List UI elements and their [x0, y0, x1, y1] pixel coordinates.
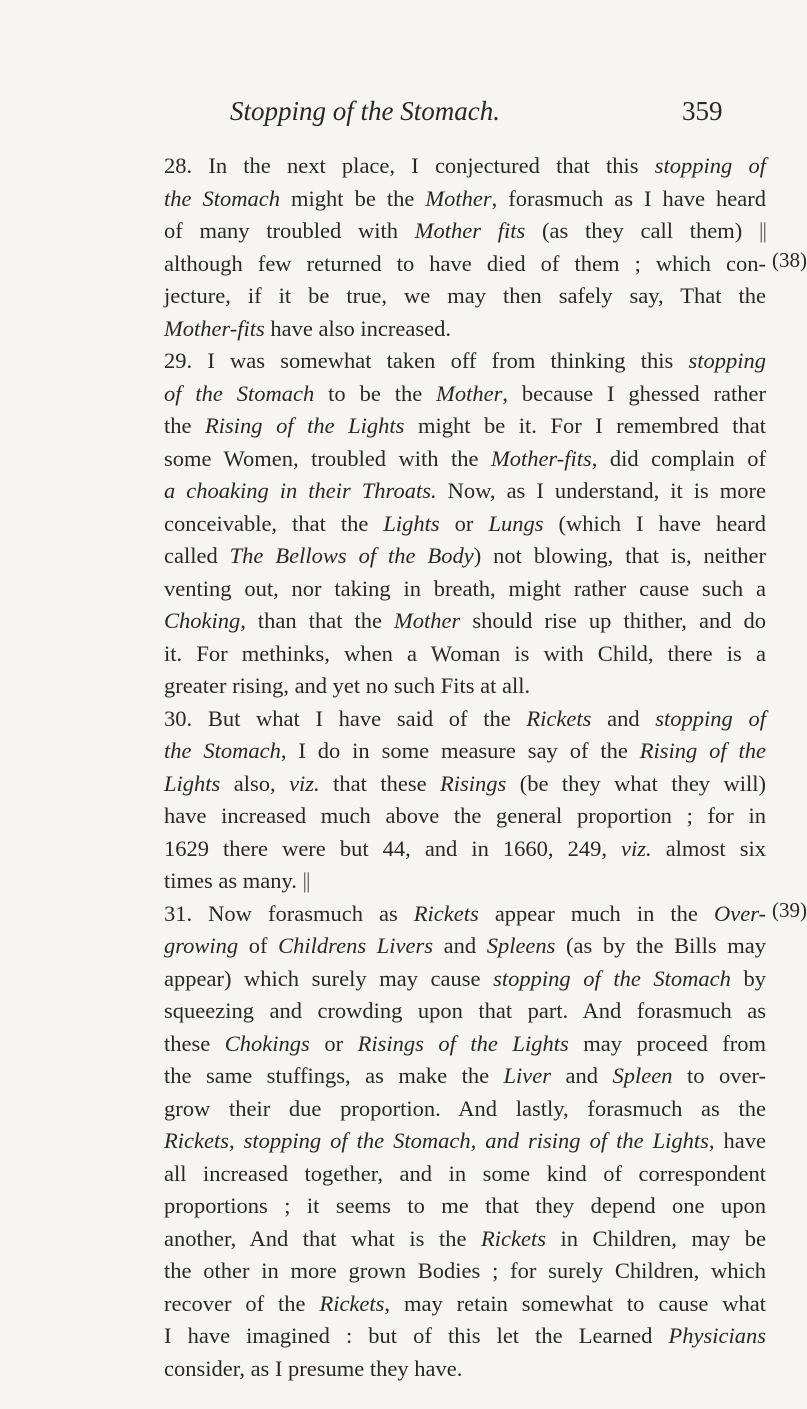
- text-line: [164, 475, 766, 508]
- text-line: [164, 1125, 766, 1158]
- text-line: [164, 865, 766, 898]
- italic-segment: Childrens Livers: [278, 933, 433, 958]
- text-segment: may proceed from: [568, 1030, 766, 1056]
- text-line: [164, 1320, 766, 1353]
- text-segment: of: [238, 933, 279, 958]
- text-line: [164, 898, 766, 931]
- text-line: [164, 735, 766, 768]
- text-segment: recover of the: [164, 1290, 320, 1316]
- text-line: [164, 995, 766, 1028]
- text-segment: venting out, nor taking in breath, might rather cause such a: [164, 575, 766, 601]
- text-line: [164, 443, 766, 476]
- italic-segment: Risings of the Lights: [357, 1030, 569, 1056]
- text-segment: (which I have heard: [543, 510, 766, 536]
- text-segment: ) not blowing, that is, neither: [473, 543, 766, 568]
- margin-note-39: (39): [772, 898, 807, 922]
- text-segment: another, And that what is the: [164, 1225, 481, 1251]
- text-segment: by: [730, 965, 767, 991]
- text-segment: squeezing and crowding upon that part. And forasmuch as: [164, 998, 766, 1023]
- text-line: [164, 508, 766, 541]
- text-segment: and: [551, 1063, 613, 1088]
- text-line: [164, 1093, 766, 1126]
- text-segment: , than that the: [240, 608, 395, 633]
- italic-segment: stopping of the Stomach: [493, 965, 731, 991]
- italic-segment: Spleens: [486, 933, 556, 958]
- italic-segment: a choaking in their Throats.: [164, 478, 437, 503]
- text-line: [164, 183, 766, 216]
- italic-segment: Rickets: [526, 705, 592, 731]
- text-line: [164, 215, 766, 248]
- italic-segment: The Bellows of the Body: [229, 543, 474, 568]
- text-line: [164, 1288, 766, 1321]
- text-line: [164, 1190, 766, 1223]
- text-segment: consider, as I presume they have.: [164, 1355, 463, 1381]
- text-segment: the other in more grown Bodies ; for surely Children, which: [164, 1258, 766, 1283]
- italic-segment: Lights: [164, 770, 221, 796]
- text-segment: appear much in the: [478, 900, 714, 926]
- text-line: [164, 573, 766, 606]
- text-segment: (as they call them): [525, 218, 759, 243]
- text-line: [164, 800, 766, 833]
- text-line: [164, 150, 766, 183]
- text-segment: it. For methinks, when a Woman is with Child, there is a: [164, 640, 766, 666]
- italic-segment: Lungs: [488, 510, 544, 536]
- text-line: [164, 1223, 766, 1256]
- text-segment: that these: [319, 770, 441, 796]
- text-line: [164, 410, 766, 443]
- text-segment: 1629 there were but 44, and in 1660, 249,: [164, 835, 622, 861]
- text-segment: 29. I was somewhat taken off from thinking this: [164, 348, 689, 373]
- italic-segment: Choking: [164, 608, 241, 633]
- text-line: [164, 930, 766, 963]
- text-line: [164, 605, 766, 638]
- text-segment: to over-: [672, 1063, 766, 1088]
- text-segment: some Women, troubled with the: [164, 445, 491, 471]
- text-line: [164, 540, 766, 573]
- text-segment: have also increased.: [264, 315, 451, 341]
- page-break-mark: ||: [302, 868, 310, 893]
- italic-segment: the Stomach: [164, 185, 281, 211]
- text-segment: called: [164, 543, 230, 568]
- text-line: [164, 768, 766, 801]
- text-segment: , I do in some measure say of the: [280, 738, 640, 763]
- italic-segment: Rickets: [480, 1225, 546, 1251]
- text-segment: might be it. For I remembred that: [404, 413, 766, 438]
- text-segment: 31. Now forasmuch as: [164, 900, 414, 926]
- text-segment: and: [432, 933, 487, 958]
- italic-segment: Rickets: [319, 1290, 385, 1316]
- body-text: [164, 150, 766, 1385]
- text-segment: 30. But what I have said of the: [164, 705, 527, 731]
- italic-segment: of the Stomach: [164, 380, 315, 406]
- text-line: [164, 248, 766, 281]
- text-segment: , may retain somewhat to cause what: [384, 1290, 766, 1316]
- text-segment: greater rising, and yet no such Fits at all.: [164, 673, 531, 698]
- text-segment: have: [714, 1128, 766, 1153]
- margin-note-38: (38): [772, 248, 807, 272]
- text-segment: grow their due proportion. And lastly, forasmuch as the: [164, 1095, 766, 1121]
- text-line: [164, 638, 766, 671]
- text-segment: or: [309, 1030, 358, 1056]
- italic-segment: Rising of the Lights: [205, 413, 405, 438]
- text-segment: proportions ; it seems to me that they depend one upon: [164, 1193, 766, 1218]
- text-segment: all increased together, and in some kind of correspondent: [164, 1160, 766, 1186]
- text-segment: of many troubled with: [164, 218, 415, 243]
- italic-segment: growing: [164, 933, 239, 958]
- italic-segment: Mother: [425, 185, 492, 211]
- text-line: [164, 1158, 766, 1191]
- italic-segment: viz.: [621, 835, 652, 861]
- text-line: [164, 313, 766, 346]
- text-line: [164, 833, 766, 866]
- text-segment: 28. In the next place, I conjectured that this: [164, 153, 655, 178]
- text-line: [164, 280, 766, 313]
- italic-segment: Mother: [394, 608, 461, 633]
- text-segment: conceivable, that the: [164, 510, 384, 536]
- italic-segment: Risings: [440, 770, 507, 796]
- text-segment: almost six: [651, 835, 766, 861]
- text-line: [164, 670, 766, 703]
- text-segment: have increased much above the general proportion ; for in: [164, 803, 766, 828]
- italic-segment: Mother fits: [414, 218, 526, 243]
- page-header: [0, 96, 800, 136]
- text-segment: these: [164, 1030, 225, 1056]
- text-segment: , forasmuch as I have heard: [491, 185, 767, 211]
- italic-segment: stopping: [688, 348, 766, 373]
- text-line: [164, 1353, 766, 1386]
- text-segment: (be they what they will): [506, 770, 766, 796]
- italic-segment: Rickets, stopping of the Stomach, and rising of the Lights,: [164, 1128, 715, 1153]
- text-line: [164, 345, 766, 378]
- text-line: [164, 1060, 766, 1093]
- text-segment: to be the: [314, 380, 437, 406]
- text-segment: should rise up thither, and do: [460, 608, 766, 633]
- italic-segment: Lights: [383, 510, 440, 536]
- text-segment: , did complain of: [591, 445, 766, 471]
- text-segment: in Children, may be: [545, 1225, 766, 1251]
- italic-segment: the Stomach: [164, 738, 281, 763]
- text-line: [164, 378, 766, 411]
- text-segment: Now, as I understand, it is more: [436, 478, 766, 503]
- text-line: [164, 1028, 766, 1061]
- italic-segment: Mother-fits: [164, 315, 265, 341]
- running-title: Stopping of the Stomach.: [230, 96, 500, 126]
- italic-segment: stopping of: [655, 705, 766, 731]
- italic-segment: Physicians: [668, 1323, 766, 1348]
- italic-segment: Rickets: [413, 900, 479, 926]
- italic-segment: Mother-fits: [490, 445, 592, 471]
- italic-segment: stopping of: [654, 153, 766, 178]
- text-segment: (as by the Bills may: [555, 933, 766, 958]
- italic-segment: Rising of the: [639, 738, 766, 763]
- text-segment: and: [591, 705, 656, 731]
- page-number: 359: [682, 96, 723, 126]
- text-segment: times as many.: [164, 868, 303, 893]
- italic-segment: Liver: [503, 1063, 552, 1088]
- page-break-mark: ||: [759, 218, 767, 243]
- italic-segment: Spleen: [612, 1063, 673, 1088]
- text-segment: might be the: [280, 185, 426, 211]
- text-line: [164, 963, 766, 996]
- italic-segment: Mother: [436, 380, 503, 406]
- italic-segment: viz.: [289, 770, 320, 796]
- text-segment: , because I ghessed rather: [502, 380, 766, 406]
- text-segment: or: [439, 510, 489, 536]
- text-segment: also,: [220, 770, 290, 796]
- italic-segment: Over-: [713, 900, 766, 926]
- text-segment: the: [164, 413, 206, 438]
- text-segment: the same stuffings, as make the: [164, 1063, 504, 1088]
- italic-segment: Chokings: [224, 1030, 310, 1056]
- text-segment: jecture, if it be true, we may then safely say, That the: [164, 283, 766, 308]
- text-segment: I have imagined : but of this let the Learned: [164, 1323, 669, 1348]
- text-segment: although few returned to have died of them ; which con-: [164, 250, 766, 276]
- text-line: [164, 703, 766, 736]
- text-line: [164, 1255, 766, 1288]
- text-segment: appear) which surely may cause: [164, 965, 494, 991]
